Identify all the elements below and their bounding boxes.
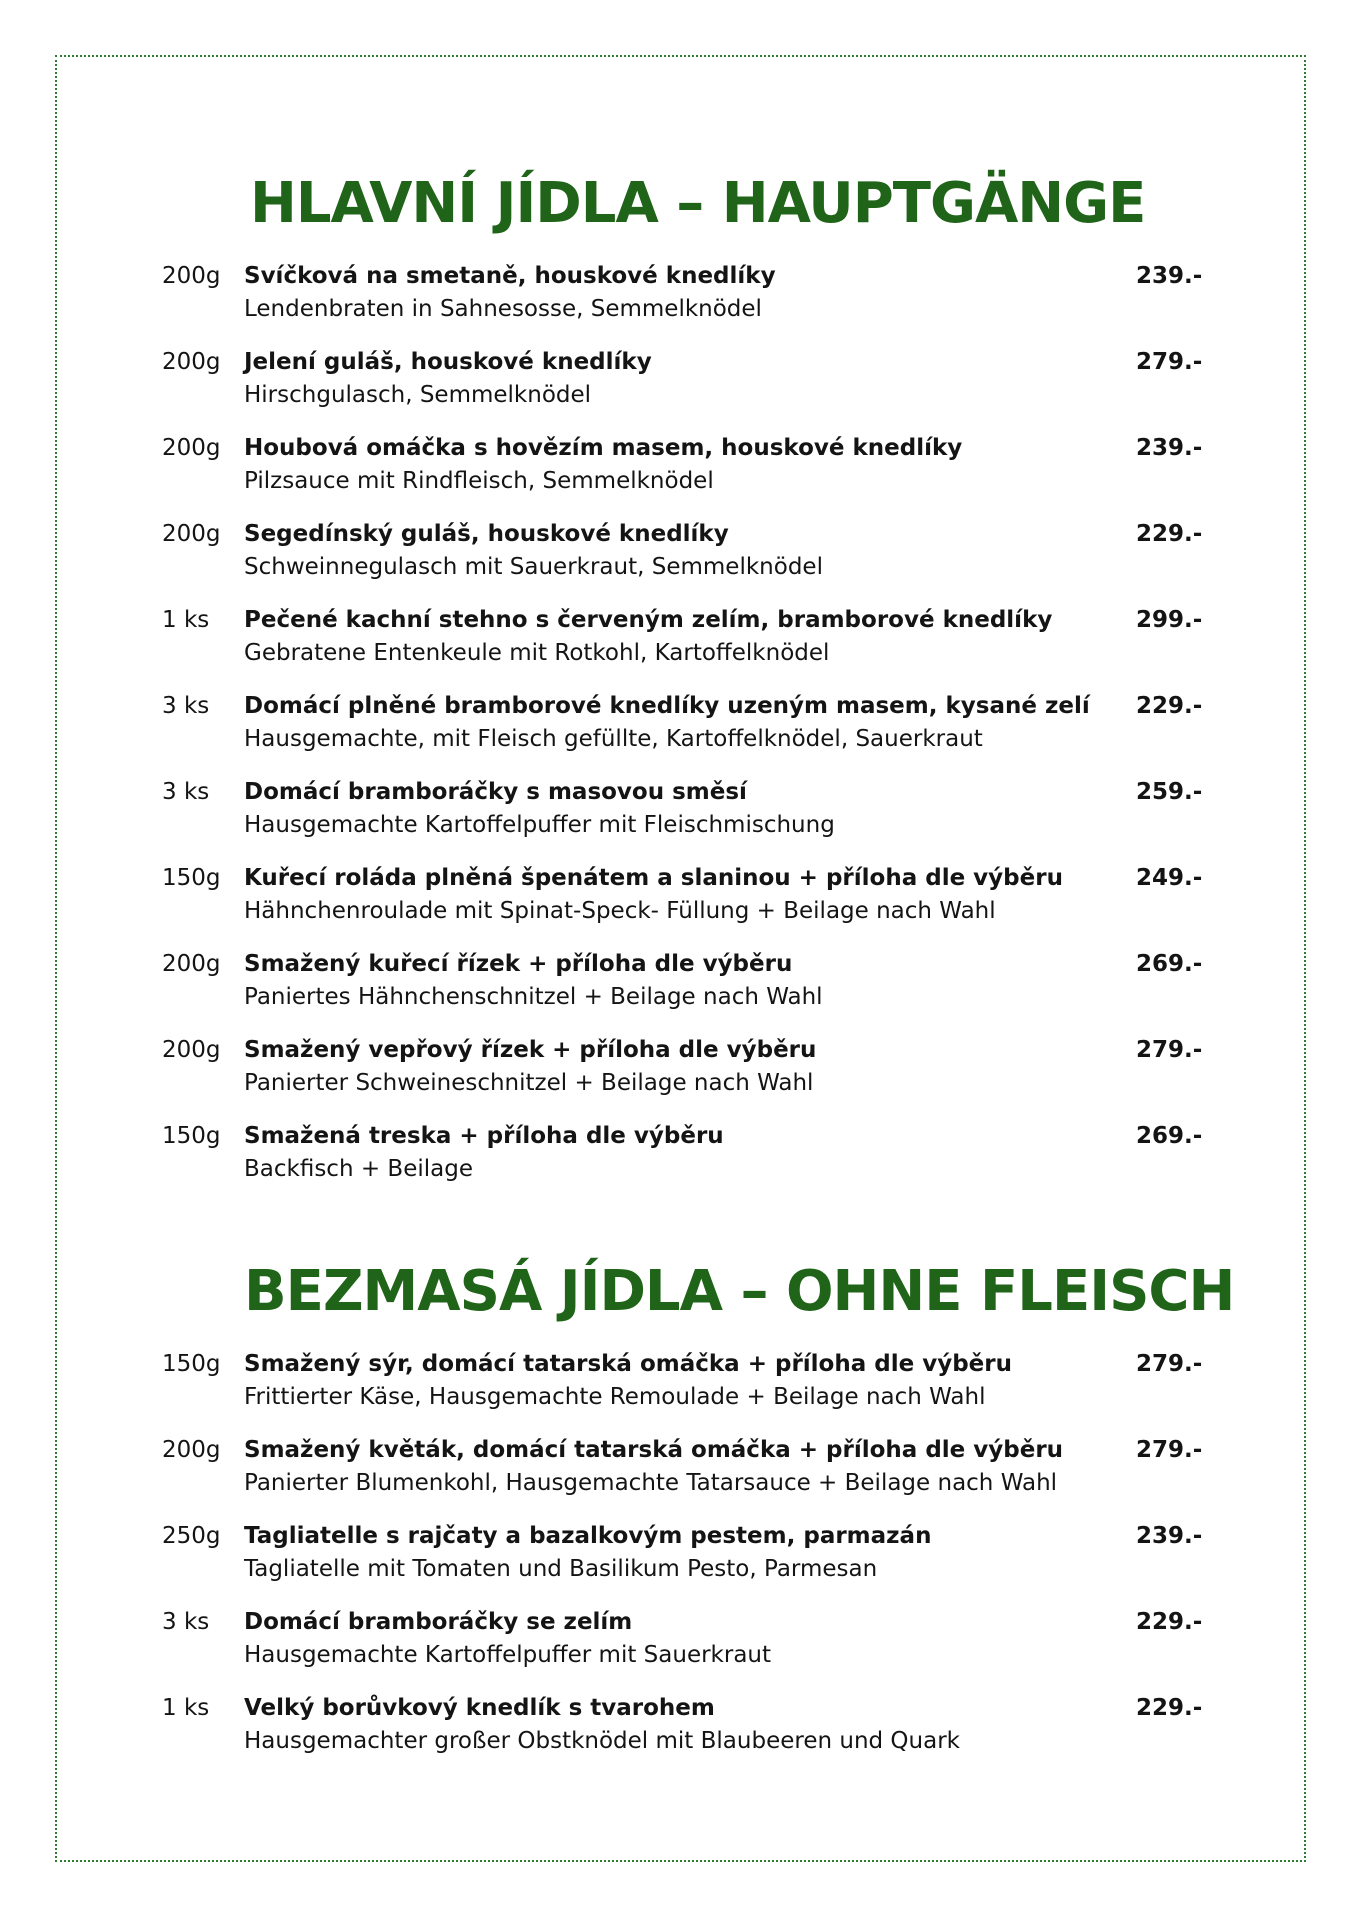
item-name: Velký borůvkový knedlík s tvarohem (244, 1695, 715, 1721)
menu-item (0, 434, 1357, 520)
item-quantity: 150g (162, 1123, 221, 1149)
item-quantity: 200g (162, 1037, 221, 1063)
item-name: Houbová omáčka s hovězím masem, houskové knedlíky (244, 435, 963, 461)
menu-item (0, 606, 1357, 692)
item-price: 249.- (1136, 865, 1203, 891)
item-description: Hausgemachter großer Obstknödel mit Blaubeeren und Quark (244, 1728, 960, 1754)
menu-item (0, 1436, 1357, 1522)
item-quantity: 200g (162, 349, 221, 375)
item-description: Hausgemachte Kartoffelpuffer mit Sauerkraut (244, 1642, 772, 1668)
menu-item (0, 692, 1357, 778)
item-price: 239.- (1136, 435, 1203, 461)
menu-item (0, 520, 1357, 606)
item-price: 239.- (1136, 1523, 1203, 1549)
item-name: Segedínský guláš, houskové knedlíky (244, 521, 729, 547)
section-title-meatless-dishes: BEZMASÁ JÍDLA – OHNE FLEISCH (244, 1259, 1235, 1324)
item-description: Panierter Blumenkohl, Hausgemachte Tatarsauce + Beilage nach Wahl (244, 1470, 1058, 1496)
item-name: Smažený kuřecí řízek + příloha dle výběru (244, 951, 793, 977)
item-price: 229.- (1136, 693, 1203, 719)
item-description: Tagliatelle mit Tomaten und Basilikum Pesto, Parmesan (244, 1556, 878, 1582)
item-description: Pilzsauce mit Rindfleisch, Semmelknödel (244, 468, 714, 494)
item-name: Smažený květák, domácí tatarská omáčka + příloha dle výběru (244, 1437, 1064, 1463)
item-quantity: 200g (162, 1437, 221, 1463)
section-title-main-dishes: HLAVNÍ JÍDLA – HAUPTGÄNGE (250, 171, 1146, 236)
item-name: Domácí bramboráčky se zelím (244, 1609, 633, 1635)
menu-item (0, 1122, 1357, 1208)
menu-item (0, 778, 1357, 864)
item-description: Schweinnegulasch mit Sauerkraut, Semmelknödel (244, 554, 823, 580)
item-description: Hirschgulasch, Semmelknödel (244, 382, 592, 408)
item-price: 269.- (1136, 1123, 1203, 1149)
item-name: Kuřecí roláda plněná špenátem a slaninou + příloha dle výběru (244, 865, 1063, 891)
item-name: Domácí bramboráčky s masovou směsí (244, 779, 747, 805)
item-price: 269.- (1136, 951, 1203, 977)
item-name: Tagliatelle s rajčaty a bazalkovým pestem, parmazán (244, 1523, 932, 1549)
item-price: 279.- (1136, 1437, 1203, 1463)
item-quantity: 200g (162, 435, 221, 461)
item-price: 229.- (1136, 1609, 1203, 1635)
item-price: 239.- (1136, 263, 1203, 289)
item-name: Svíčková na smetaně, houskové knedlíky (244, 263, 776, 289)
item-quantity: 150g (162, 1351, 221, 1377)
menu-item (0, 950, 1357, 1036)
item-name: Domácí plněné bramborové knedlíky uzeným masem, kysané zelí (244, 693, 1090, 719)
item-name: Smažený vepřový řízek + příloha dle výběru (244, 1037, 817, 1063)
item-description: Hähnchenroulade mit Spinat-Speck- Füllung + Beilage nach Wahl (244, 898, 996, 924)
menu-item (0, 262, 1357, 348)
item-quantity: 1 ks (162, 607, 210, 633)
menu-item (0, 1694, 1357, 1780)
item-quantity: 150g (162, 865, 221, 891)
item-quantity: 3 ks (162, 693, 210, 719)
item-quantity: 250g (162, 1523, 221, 1549)
menu-item (0, 1350, 1357, 1436)
menu-item (0, 1522, 1357, 1608)
menu-item (0, 1036, 1357, 1122)
item-description: Gebratene Entenkeule mit Rotkohl, Kartoffelknödel (244, 640, 830, 666)
item-price: 279.- (1136, 349, 1203, 375)
item-name: Smažený sýr, domácí tatarská omáčka + příloha dle výběru (244, 1351, 1012, 1377)
item-quantity: 1 ks (162, 1695, 210, 1721)
item-quantity: 3 ks (162, 1609, 210, 1635)
item-description: Panierter Schweineschnitzel + Beilage nach Wahl (244, 1070, 814, 1096)
item-name: Jelení guláš, houskové knedlíky (244, 349, 652, 375)
menu-item (0, 1608, 1357, 1694)
menu-item (0, 864, 1357, 950)
item-price: 299.- (1136, 607, 1203, 633)
item-description: Hausgemachte Kartoffelpuffer mit Fleischmischung (244, 812, 835, 838)
item-price: 279.- (1136, 1351, 1203, 1377)
item-quantity: 200g (162, 263, 221, 289)
item-name: Pečené kachní stehno s červeným zelím, bramborové knedlíky (244, 607, 1053, 633)
item-description: Paniertes Hähnchenschnitzel + Beilage nach Wahl (244, 984, 823, 1010)
item-price: 279.- (1136, 1037, 1203, 1063)
item-description: Lendenbraten in Sahnesosse, Semmelknödel (244, 296, 762, 322)
item-name: Smažená treska + příloha dle výběru (244, 1123, 724, 1149)
menu-list-meatless-dishes (0, 1350, 1357, 1780)
item-price: 229.- (1136, 521, 1203, 547)
item-price: 259.- (1136, 779, 1203, 805)
item-description: Hausgemachte, mit Fleisch gefüllte, Kartoffelknödel, Sauerkraut (244, 726, 983, 752)
item-price: 229.- (1136, 1695, 1203, 1721)
item-quantity: 3 ks (162, 779, 210, 805)
item-quantity: 200g (162, 951, 221, 977)
item-quantity: 200g (162, 521, 221, 547)
item-description: Frittierter Käse, Hausgemachte Remoulade + Beilage nach Wahl (244, 1384, 986, 1410)
menu-item (0, 348, 1357, 434)
item-description: Backfisch + Beilage (244, 1156, 473, 1182)
menu-list-main-dishes (0, 262, 1357, 1208)
